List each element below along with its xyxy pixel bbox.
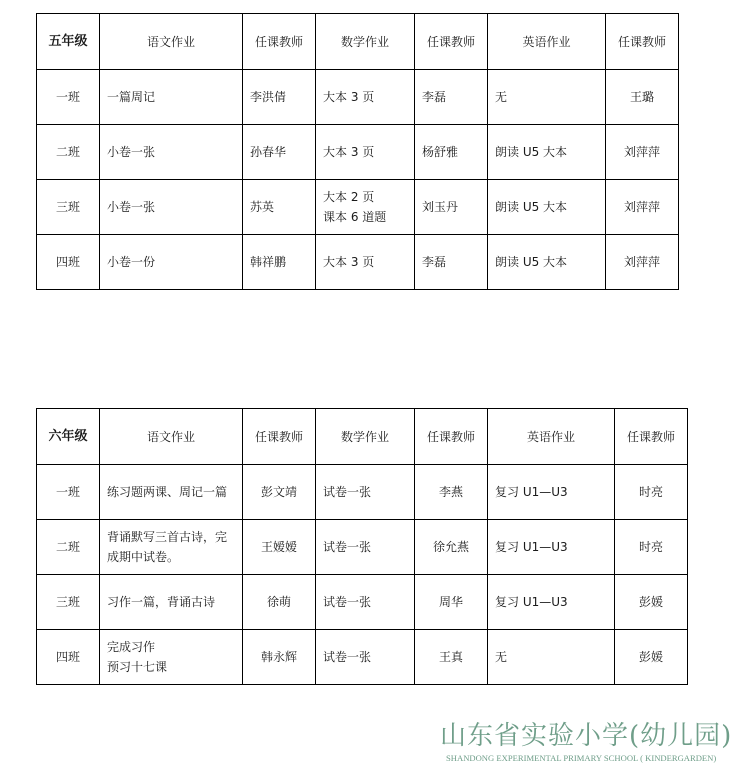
header-teacher: 任课教师 [615,409,688,465]
math-teacher: 王真 [415,630,488,685]
table-row [37,70,679,125]
math-teacher: 刘玉丹 [415,180,488,235]
english-homework: 复习 U1—U3 [488,575,615,630]
math-homework: 大本 3 页 [316,70,415,125]
math-teacher: 杨舒雅 [415,125,488,180]
chinese-teacher: 韩祥鹏 [243,235,316,290]
chinese-homework: 一篇周记 [100,70,243,125]
school-english-name: SHANDONG EXPERIMENTAL PRIMARY SCHOOL ( KINDERGARDEN) [446,753,717,763]
math-homework: 大本 2 页 课本 6 道题 [316,180,415,235]
table-row [37,180,679,235]
table-row [37,125,679,180]
math-teacher: 李磊 [415,70,488,125]
math-teacher: 徐允燕 [415,520,488,575]
english-teacher: 时亮 [615,520,688,575]
header-math: 数学作业 [316,14,415,70]
english-homework: 无 [488,70,606,125]
english-teacher: 刘萍萍 [606,125,679,180]
english-teacher: 刘萍萍 [606,235,679,290]
class-name: 二班 [37,125,100,180]
class-name: 一班 [37,70,100,125]
table-header-row [37,409,688,465]
class-name: 四班 [37,235,100,290]
header-teacher: 任课教师 [606,14,679,70]
header-chinese: 语文作业 [100,409,243,465]
header-chinese: 语文作业 [100,14,243,70]
chinese-homework: 习作一篇，背诵古诗 [100,575,243,630]
math-teacher: 李燕 [415,465,488,520]
math-homework: 大本 3 页 [316,125,415,180]
header-math: 数学作业 [316,409,415,465]
chinese-homework: 小卷一张 [100,180,243,235]
math-homework: 试卷一张 [316,520,415,575]
chinese-teacher: 韩永辉 [243,630,316,685]
grade5-homework-table [36,13,679,290]
grade6-homework-table [36,408,688,685]
chinese-teacher: 李洪倩 [243,70,316,125]
school-name: 山东省实验小学(幼儿园) [440,721,733,751]
table-row [37,520,688,575]
english-homework: 朗读 U5 大本 [488,235,606,290]
english-homework: 复习 U1—U3 [488,520,615,575]
math-teacher: 周华 [415,575,488,630]
english-teacher: 彭媛 [615,575,688,630]
table-header-row [37,14,679,70]
header-teacher: 任课教师 [415,409,488,465]
header-english: 英语作业 [488,14,606,70]
english-homework: 无 [488,630,615,685]
header-english: 英语作业 [488,409,615,465]
chinese-homework: 完成习作 预习十七课 [100,630,243,685]
table-row [37,575,688,630]
math-homework: 试卷一张 [316,575,415,630]
english-teacher: 王璐 [606,70,679,125]
chinese-teacher: 彭文靖 [243,465,316,520]
class-name: 三班 [37,180,100,235]
class-name: 四班 [37,630,100,685]
english-teacher: 刘萍萍 [606,180,679,235]
header-teacher: 任课教师 [243,14,316,70]
chinese-teacher: 王嫒嫒 [243,520,316,575]
grade-label: 五年级 [37,14,100,70]
chinese-homework: 小卷一张 [100,125,243,180]
table-row [37,630,688,685]
school-logo [440,720,735,764]
chinese-teacher: 孙春华 [243,125,316,180]
header-teacher: 任课教师 [415,14,488,70]
chinese-homework: 练习题两课、周记一篇 [100,465,243,520]
english-teacher: 时亮 [615,465,688,520]
chinese-teacher: 苏英 [243,180,316,235]
math-homework: 试卷一张 [316,465,415,520]
class-name: 三班 [37,575,100,630]
class-name: 一班 [37,465,100,520]
class-name: 二班 [37,520,100,575]
math-teacher: 李磊 [415,235,488,290]
grade-label: 六年级 [37,409,100,465]
chinese-teacher: 徐萌 [243,575,316,630]
math-homework: 大本 3 页 [316,235,415,290]
table-row [37,235,679,290]
english-homework: 朗读 U5 大本 [488,180,606,235]
english-homework: 复习 U1—U3 [488,465,615,520]
chinese-homework: 小卷一份 [100,235,243,290]
table-row [37,465,688,520]
english-homework: 朗读 U5 大本 [488,125,606,180]
header-teacher: 任课教师 [243,409,316,465]
chinese-homework: 背诵默写三首古诗，完 成期中试卷。 [100,520,243,575]
english-teacher: 彭媛 [615,630,688,685]
math-homework: 试卷一张 [316,630,415,685]
